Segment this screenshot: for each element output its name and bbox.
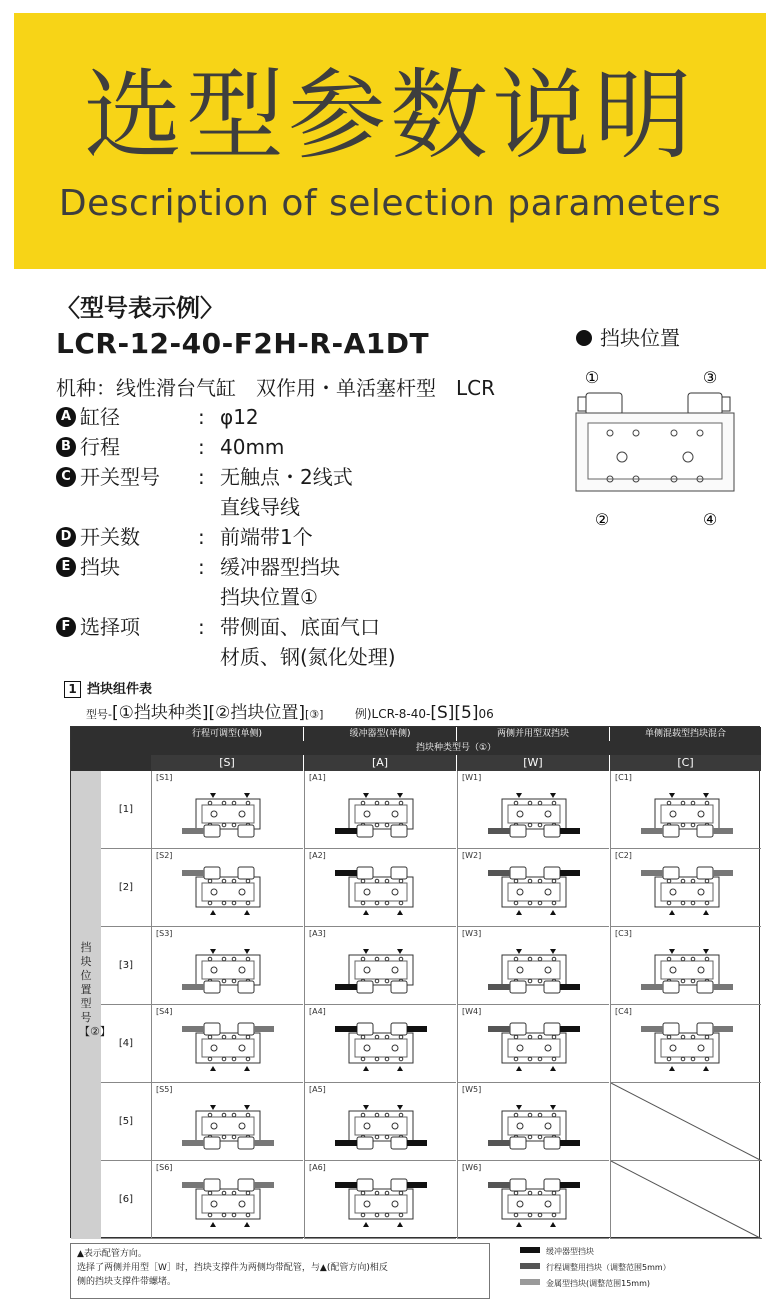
- legend-label: 行程调整用挡块（调整范围5mm）: [546, 1263, 671, 1272]
- table-cell: [457, 849, 609, 927]
- slide-block-diagram-icon: [174, 1015, 282, 1079]
- param-label: 缸径: [80, 405, 120, 429]
- param-row: [56, 462, 480, 522]
- param-colon: :: [198, 435, 205, 459]
- block-position-label: 挡块位置: [600, 326, 680, 350]
- table-cell: [457, 771, 609, 849]
- note-line: 选择了两侧并用型［W］时，挡块支撑件为两侧均带配管，与▲(配管方向)相反: [77, 1263, 388, 1273]
- param-row: [56, 522, 480, 552]
- note-line: 侧的挡块支撑件带螺堵。: [77, 1277, 177, 1287]
- slide-block-diagram-icon: [480, 781, 588, 845]
- cell-id: [W2]: [462, 851, 482, 860]
- cell-id: [C1]: [615, 773, 632, 782]
- block-position-diagram: [570, 365, 750, 535]
- cell-id: [A3]: [309, 929, 326, 938]
- table-corner: [71, 727, 151, 771]
- cell-id: [C2]: [615, 851, 632, 860]
- table-cell: [457, 1161, 609, 1239]
- cell-id: [W6]: [462, 1163, 482, 1172]
- slide-block-diagram-icon: [480, 1093, 588, 1157]
- cell-id: [A6]: [309, 1163, 326, 1172]
- section-title: [64, 678, 152, 698]
- code-suffix: [③]: [305, 708, 324, 721]
- row-label: [5]: [101, 1083, 151, 1161]
- code-prefix: 型号-: [86, 708, 112, 721]
- legend-item: [520, 1260, 671, 1276]
- param-badge-icon: F: [56, 617, 76, 637]
- position-marker-4: ④: [702, 510, 718, 529]
- example-prefix: 例)LCR-8-40-: [354, 707, 431, 721]
- position-marker-3: ③: [702, 368, 718, 387]
- table-cell: [151, 849, 303, 927]
- param-value-line: 带侧面、底面气口: [220, 615, 380, 639]
- legend-item: [520, 1244, 671, 1260]
- cell-id: [S1]: [156, 773, 173, 782]
- table-cell: [151, 1005, 303, 1083]
- block-position-title: [576, 322, 680, 351]
- cell-id: [C4]: [615, 1007, 632, 1016]
- table-cell: [151, 1161, 303, 1239]
- empty-cell-diagonal: [611, 1161, 762, 1239]
- param-value: [220, 402, 480, 432]
- column-header: 缓冲器型(单侧): [304, 727, 456, 741]
- cell-id: [W4]: [462, 1007, 482, 1016]
- bullet-icon: [576, 330, 592, 346]
- notes-box: [70, 1243, 490, 1299]
- side-header: [71, 771, 111, 1239]
- param-label: 开关数: [80, 525, 140, 549]
- param-badge-icon: C: [56, 467, 76, 487]
- code-body: [①挡块种类][②挡块位置]: [111, 703, 305, 723]
- position-marker-2: ②: [594, 510, 610, 529]
- slide-block-diagram-icon: [480, 937, 588, 1001]
- table-cell: [151, 771, 303, 849]
- param-row: [56, 552, 480, 612]
- table-cell: [151, 1083, 303, 1161]
- slide-block-diagram-icon: [480, 1015, 588, 1079]
- position-marker-1: ①: [584, 368, 600, 387]
- column-letter: [A]: [304, 755, 456, 771]
- slide-block-diagram-icon: [633, 1015, 741, 1079]
- cell-id: [A2]: [309, 851, 326, 860]
- example-title: 〈型号表示例〉: [56, 294, 224, 322]
- cell-id: [W3]: [462, 929, 482, 938]
- param-value-line: 缓冲器型挡块: [220, 555, 340, 579]
- legend-label: 缓冲器型挡块: [546, 1247, 594, 1256]
- cell-id: [S4]: [156, 1007, 173, 1016]
- param-badge-icon: D: [56, 527, 76, 547]
- cell-id: [S2]: [156, 851, 173, 860]
- cell-id: [W1]: [462, 773, 482, 782]
- table-cell: [304, 1083, 456, 1161]
- note-line: ▲表示配管方向。: [77, 1249, 147, 1259]
- banner-title-en: Description of selection parameters: [58, 183, 722, 224]
- row-label: [1]: [101, 771, 151, 849]
- param-colon: :: [198, 405, 205, 429]
- param-value-line: 无触点・2线式: [220, 465, 353, 489]
- slide-block-diagram-icon: [327, 859, 435, 923]
- param-colon: :: [198, 525, 205, 549]
- slide-block-diagram-icon: [327, 1015, 435, 1079]
- legend-swatch: [520, 1247, 540, 1253]
- cell-id: [C3]: [615, 929, 632, 938]
- column-letter: [C]: [610, 755, 761, 771]
- side-label: 挡块位置型号【②】: [79, 941, 111, 1038]
- table-cell: [610, 1005, 761, 1083]
- slide-block-diagram-icon: [327, 937, 435, 1001]
- title-banner: [14, 13, 766, 269]
- block-component-table: [70, 726, 760, 1238]
- param-label: 选择项: [80, 615, 140, 639]
- param-row: [56, 612, 480, 672]
- table-cell: [151, 927, 303, 1005]
- param-value-line: 前端带1个: [220, 525, 313, 549]
- slide-block-diagram-icon: [480, 1171, 588, 1235]
- slide-block-diagram-icon: [174, 1093, 282, 1157]
- slide-block-diagram-icon: [633, 937, 741, 1001]
- slide-block-diagram-icon: [480, 859, 588, 923]
- slide-block-diagram-icon: [327, 1171, 435, 1235]
- table-cell: [304, 1005, 456, 1083]
- param-value: [220, 432, 480, 462]
- slide-block-diagram-icon: [327, 1093, 435, 1157]
- slide-block-diagram-icon: [633, 859, 741, 923]
- table-cell: [610, 849, 761, 927]
- legend-swatch: [520, 1279, 540, 1285]
- param-label: 行程: [80, 435, 120, 459]
- param-list: [56, 402, 480, 672]
- section-title-text: 挡块组件表: [87, 682, 153, 697]
- slide-block-diagram-icon: [174, 781, 282, 845]
- cell-id: [S6]: [156, 1163, 173, 1172]
- code-example: [354, 703, 494, 723]
- table-cell: [304, 849, 456, 927]
- param-value-line: 直线导线: [220, 495, 300, 519]
- table-cell: [304, 1161, 456, 1239]
- table-cell: [610, 771, 761, 849]
- column-header: 两侧并用型双挡块: [457, 727, 609, 741]
- param-value-line: 材质、钢(氮化处理): [220, 645, 396, 669]
- cell-id: [S3]: [156, 929, 173, 938]
- param-colon: :: [198, 555, 205, 579]
- slide-block-diagram-icon: [174, 937, 282, 1001]
- column-header: 行程可调型(单侧): [151, 727, 303, 741]
- param-badge-icon: E: [56, 557, 76, 577]
- column-letter: [W]: [457, 755, 609, 771]
- table-cell: [610, 1083, 761, 1161]
- table-cell: [457, 1005, 609, 1083]
- table-cell: [457, 1083, 609, 1161]
- section-number: 1: [64, 681, 81, 698]
- slide-block-diagram-icon: [327, 781, 435, 845]
- slide-block-diagram-icon: [174, 1171, 282, 1235]
- slide-block-diagram-icon: [174, 859, 282, 923]
- table-subheader: 挡块种类型号（①）: [151, 741, 761, 755]
- cell-id: [A5]: [309, 1085, 326, 1094]
- column-letter: [S]: [151, 755, 303, 771]
- cell-id: [S5]: [156, 1085, 173, 1094]
- param-colon: :: [198, 465, 205, 489]
- param-badge-icon: A: [56, 407, 76, 427]
- example-suffix: 06: [478, 707, 494, 721]
- empty-cell-diagonal: [611, 1083, 762, 1161]
- row-label: [2]: [101, 849, 151, 927]
- legend-item: [520, 1276, 671, 1292]
- row-label: [4]: [101, 1005, 151, 1083]
- table-cell: [304, 927, 456, 1005]
- section-code: [86, 698, 494, 723]
- param-value: [220, 462, 480, 522]
- table-cell: [610, 927, 761, 1005]
- param-value: [220, 522, 480, 552]
- table-cell: [610, 1161, 761, 1239]
- legend: [520, 1244, 671, 1292]
- table-cell: [457, 927, 609, 1005]
- machine-type: 机种：线性滑台气缸 双作用・单活塞杆型 LCR: [56, 376, 496, 400]
- param-value: [220, 552, 480, 612]
- legend-label: 金属型挡块(调整范围15mm): [546, 1279, 651, 1288]
- row-label: [3]: [101, 927, 151, 1005]
- table-cell: [304, 771, 456, 849]
- row-label: [6]: [101, 1161, 151, 1239]
- param-colon: :: [198, 615, 205, 639]
- banner-title-cn: 选型参数说明: [83, 59, 696, 173]
- cell-id: [A1]: [309, 773, 326, 782]
- param-label: 开关型号: [80, 465, 160, 489]
- model-code: LCR-12-40-F2H-R-A1DT: [56, 327, 430, 360]
- param-value-line: 挡块位置①: [220, 585, 318, 609]
- param-row: [56, 402, 480, 432]
- example-code: [S][5]: [430, 703, 479, 723]
- legend-swatch: [520, 1263, 540, 1269]
- param-row: [56, 432, 480, 462]
- cell-id: [W5]: [462, 1085, 482, 1094]
- column-header: 单侧混载型挡块混合: [610, 727, 761, 741]
- param-value: [220, 612, 480, 672]
- param-value-line: 40mm: [220, 435, 285, 459]
- slide-block-diagram-icon: [633, 781, 741, 845]
- param-label: 挡块: [80, 555, 120, 579]
- param-badge-icon: B: [56, 437, 76, 457]
- cell-id: [A4]: [309, 1007, 326, 1016]
- param-value-line: φ12: [220, 405, 259, 429]
